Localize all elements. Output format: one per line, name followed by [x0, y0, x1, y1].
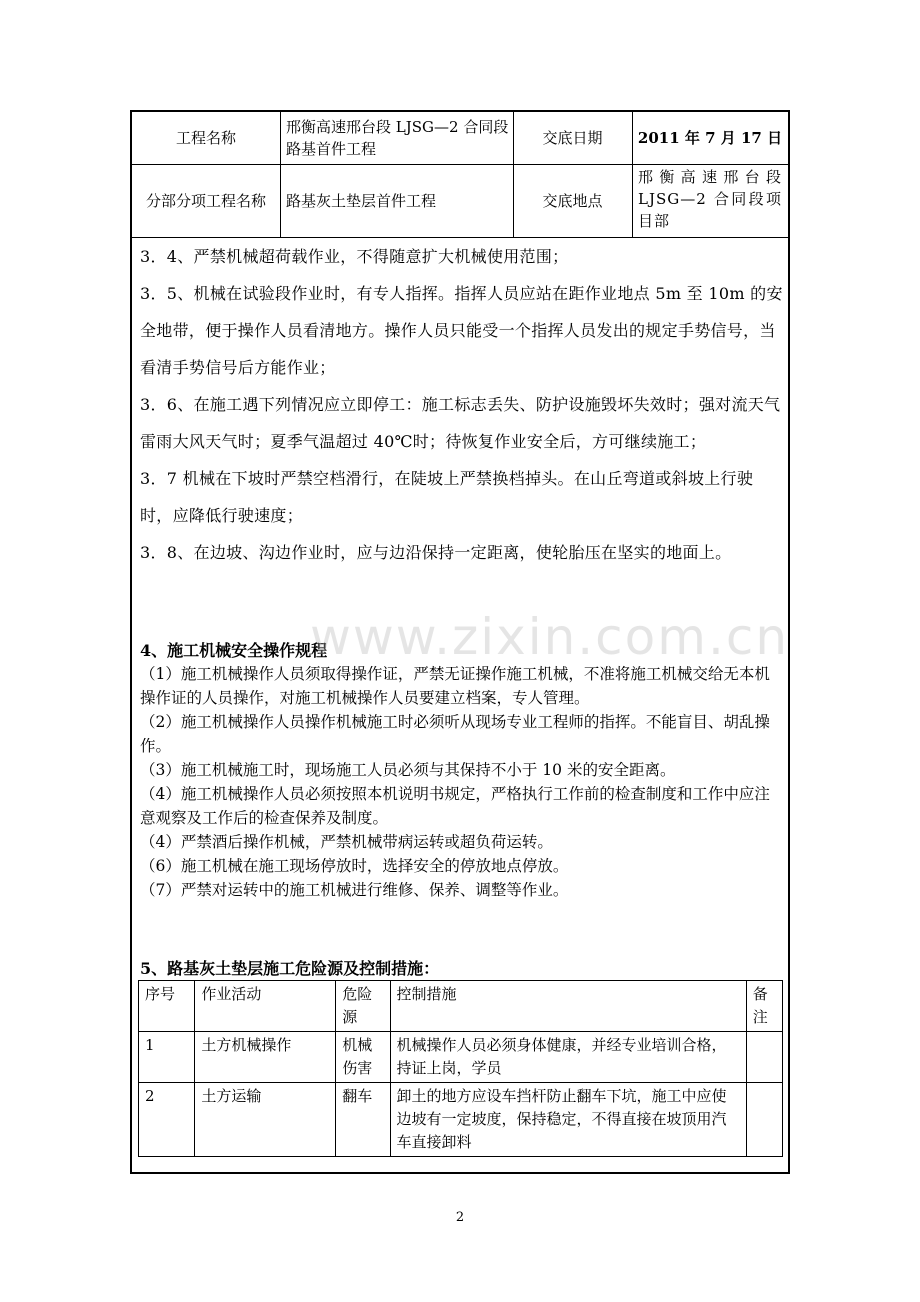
col-header-index: 序号 [139, 981, 195, 1032]
watermark: www.zixin.com.cn [310, 608, 790, 666]
table-cell-measures: 机械操作人员必须身体健康，并经专业培训合格，持证上岗，学员 [390, 1032, 746, 1083]
section-4-item: （4）严禁酒后操作机械，严禁机械带病运转或超负荷运转。 [140, 833, 553, 851]
col-header-remarks: 备注 [746, 981, 782, 1032]
section-4 [140, 640, 785, 902]
subproject-label: 分部分项工程名称 [145, 191, 266, 210]
place-label: 交底地点 [542, 191, 603, 210]
table-cell-hazard: 翻车 [336, 1083, 390, 1157]
table-cell-activity: 土方机械操作 [195, 1032, 336, 1083]
table-cell-measures: 卸土的地方应设车挡杆防止翻车下坑，施工中应使边坡有一定坡度，保持稳定，不得直接在坡顶用汽车直接卸料 [390, 1083, 746, 1157]
col-header-hazard: 危险源 [336, 981, 390, 1032]
project-name-value: 邢衡高速邢台段 LJSG—2 合同段路基首件工程 [286, 118, 509, 158]
section-5-title: 5、路基灰土垫层施工危险源及控制措施： [140, 959, 440, 978]
table-cell-remarks [746, 1083, 782, 1157]
date-value: 2011 年 7 月 17 日 [637, 129, 783, 147]
section-4-title: 4、施工机械安全操作规程 [140, 641, 328, 660]
place-value: 邢衡高速邢台段 LJSG—2 合同段项目部 [638, 168, 782, 230]
section-4-item: （6）施工机械在施工现场停放时，选择安全的停放地点停放。 [140, 857, 569, 875]
paragraph-3-7: 3．7 机械在下坡时严禁空档滑行，在陡坡上严禁换档掉头。在山丘弯道或斜坡上行驶时，应降低行驶速度； [140, 469, 754, 525]
section-4-item: （4）施工机械操作人员必须按照本机说明书规定，严格执行工作前的检查制度和工作中应注意观察及工作后的检查保养及制度。 [140, 785, 770, 827]
date-label: 交底日期 [542, 129, 603, 147]
col-header-activity: 作业活动 [195, 981, 336, 1032]
table-row [139, 1083, 783, 1157]
hazard-table [138, 980, 783, 1157]
table-cell-hazard: 机械伤害 [336, 1032, 390, 1083]
table-row [139, 1032, 783, 1083]
measures-list [140, 238, 785, 571]
project-name-label: 工程名称 [175, 129, 236, 147]
section-4-item: （7）严禁对运转中的施工机械进行维修、保养、调整等作业。 [140, 881, 569, 899]
table-cell-remarks [746, 1032, 782, 1083]
subproject-value: 路基灰土垫层首件工程 [286, 191, 437, 210]
hazard-table-header [139, 981, 783, 1032]
section-4-item: （1）施工机械操作人员须取得操作证，严禁无证操作施工机械，不准将施工机械交给无本机操作证的人员操作，对施工机械操作人员要建立档案，专人管理。 [140, 665, 770, 707]
col-header-measures: 控制措施 [390, 981, 746, 1032]
table-cell-index: 2 [139, 1083, 195, 1157]
paragraph-3-5: 3．5、机械在试验段作业时，有专人指挥。指挥人员应站在距作业地点 5m 至 10m 的安全地带，便于操作人员看清地方。操作人员只能受一个指挥人员发出的规定手势信号，当看清手势信号后方能作业； [140, 284, 783, 377]
table-cell-index: 1 [139, 1032, 195, 1083]
paragraph-3-8: 3．8、在边坡、沟边作业时，应与边沿保持一定距离，使轮胎压在坚实的地面上。 [140, 543, 732, 562]
page-number: 2 [455, 1210, 465, 1225]
section-4-item: （3）施工机械施工时，现场施工人员必须与其保持不小于 10 米的安全距离。 [140, 761, 676, 779]
section-4-item: （2）施工机械操作人员操作机械施工时必须听从现场专业工程师的指挥。不能盲目、胡乱操作。 [140, 713, 770, 755]
table-cell-activity: 土方运输 [195, 1083, 336, 1157]
paragraph-3-6: 3．6、在施工遇下列情况应立即停工：施工标志丢失、防护设施毁坏失效时；强对流天气雷雨大风天气时；夏季气温超过 40℃时；待恢复作业安全后，方可继续施工； [140, 395, 781, 451]
paragraph-3-4: 3．4、严禁机械超荷载作业，不得随意扩大机械使用范围； [140, 247, 569, 266]
